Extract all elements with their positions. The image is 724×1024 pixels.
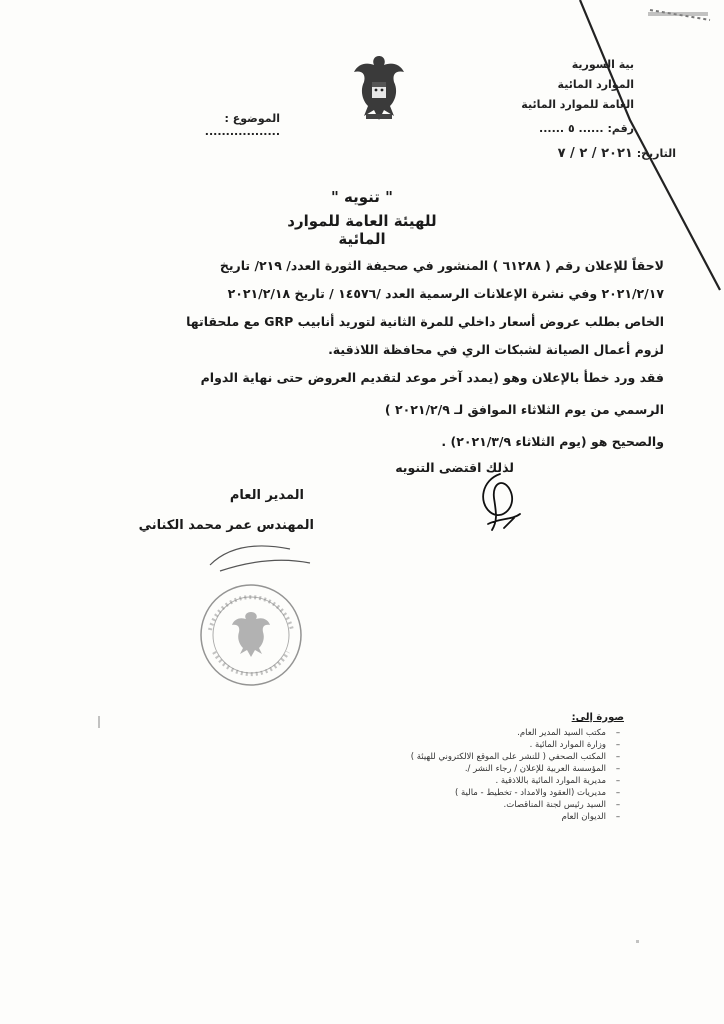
body-line-3: الخاص بطلب عروض أسعار داخلي للمرة الثانية لتوريد أنابيب GRP مع ملحقاتها [186,314,664,329]
date-value: ٢٠٢١ / ٢ / ٧ [557,146,633,161]
body-line-7: والصحيح هو (يوم الثلاثاء ٢٠٢١/٣/٩) . [441,434,664,449]
list-item: –مديريات (العقود والامداد - تخطيط - مالية ) [454,788,621,798]
header-ministry-line1: بية السورية [571,58,634,71]
signer-name: المهندس عمر محمد الكناني [138,518,314,533]
date-label: التاريخ: [636,147,676,160]
list-item: –مكتب السيد المدير العام. [517,728,621,738]
reference-label: رقم: [607,122,634,135]
eagle-emblem-icon [352,52,406,124]
signature-flourish [200,535,320,575]
scan-speck [98,716,100,728]
list-item: –المكتب الصحفي ( للنشر على الموقع الالكتروني للهيئة ) [410,752,621,762]
header-ministry-line2: الموارد المائية [557,78,634,91]
scan-smudge [648,12,708,16]
body-line-4: لزوم أعمال الصيانة لشبكات الري في محافظة اللاذقية. [328,342,664,357]
body-line-2: ٢٠٢١/٢/١٧ وفي نشرة الإعلانات الرسمية العدد /١٤٥٧٦ / تاريخ ٢٠٢١/٢/١٨ [227,286,664,301]
reference-number-row [484,122,634,135]
subject-row [160,112,280,138]
date-row [456,146,676,161]
body-line-1: لاحقاً للإعلان رقم ( ٦١٢٨٨ ) المنشور في صحيفة الثورة العدد/ ٢١٩/ تاريخ [219,258,664,273]
reference-dots: ...... [578,122,604,135]
scan-speck [636,940,639,943]
reference-value: ٥ [567,122,575,135]
list-item: –وزارة الموارد المائية . [529,740,621,750]
header-ministry-line3: العامة للموارد المائية [521,98,634,111]
list-item: –الديوان العام [561,812,621,822]
list-item: –المؤسسة العربية للإعلان / رجاء النشر /. [464,764,621,774]
copies-label: صورة إلى: [571,712,624,723]
closing-line: لذلك اقتضى التنويه [395,460,514,475]
signer-role: المدير العام [229,488,304,503]
notice-subtitle: للهيئة العامة للموارد المائية [287,212,437,248]
copies-list [364,728,624,824]
official-seal-stamp [196,580,306,690]
reference-dots-2: ...... [539,122,565,135]
subject-label: الموضوع : [224,112,280,125]
notice-title: " تنويه " [331,188,393,206]
subject-dots: .................. [204,125,280,138]
body-line-5: فقد ورد خطأ بالإعلان وهو (يمدد آخر موعد لتقديم العروض حتى نهاية الدوام [200,370,664,385]
list-item: –مديرية الموارد المائية باللاذقية . [495,776,621,786]
list-item: –السيد رئيس لجنة المناقصات. [503,800,621,810]
body-line-6: الرسمي من يوم الثلاثاء الموافق لـ ٢٠٢١/٢/٩ ) [384,402,664,417]
handwritten-signature [470,468,540,538]
